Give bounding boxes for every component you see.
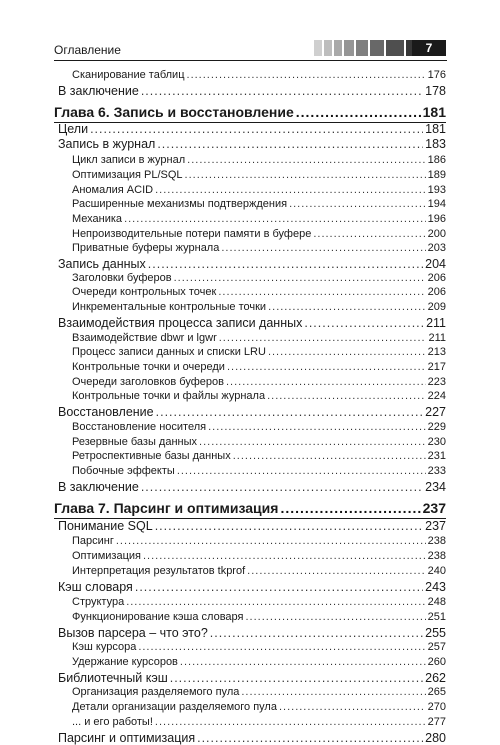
toc-entry-title: Побочные эффекты <box>72 465 175 477</box>
toc-entry-page: 178 <box>425 84 446 98</box>
toc-leader-dots <box>157 137 423 151</box>
page-number: 7 <box>412 40 446 56</box>
toc-entry-title: Расширенные механизмы подтверждения <box>72 198 288 210</box>
toc-leader-dots <box>221 242 425 254</box>
toc-leader-dots <box>313 228 425 240</box>
toc-subsection-entry <box>72 184 446 196</box>
running-header-title: Оглавление <box>54 43 121 57</box>
toc-leader-dots <box>170 671 423 685</box>
toc-leader-dots <box>138 641 425 653</box>
toc-subsection-entry <box>72 656 446 668</box>
toc-section-entry <box>58 405 446 419</box>
toc-entry-title: Контрольные точки и очереди <box>72 361 225 373</box>
toc-entry-title: Сканирование таблиц <box>72 69 185 81</box>
toc-leader-dots <box>268 301 426 313</box>
toc-entry-title: Детали организации разделяемого пула <box>72 701 277 713</box>
toc-entry-page: 237 <box>422 500 446 516</box>
toc-entry-page: 260 <box>427 656 446 668</box>
toc-entry-page: 238 <box>427 535 446 547</box>
toc-entry-page: 238 <box>427 550 446 562</box>
toc-entry-title: Кэш курсора <box>72 641 137 653</box>
toc-leader-dots <box>90 122 423 136</box>
toc-entry-page: 229 <box>427 421 446 433</box>
toc-subsection-entry <box>72 686 446 698</box>
toc-leader-dots <box>116 535 426 547</box>
toc-leader-dots <box>187 69 426 81</box>
toc-entry-page: 248 <box>427 596 446 608</box>
toc-entry-page: 209 <box>427 301 446 313</box>
toc-leader-dots <box>199 436 426 448</box>
toc-entry-title: Инкрементальные контрольные точки <box>72 301 267 313</box>
toc-subsection-entry <box>72 436 446 448</box>
toc-entry-title: Запись данных <box>58 257 146 271</box>
toc-subsection-entry <box>72 346 446 358</box>
toc-leader-dots <box>185 169 426 181</box>
toc-entry-page: 213 <box>427 346 446 358</box>
toc-section-entry <box>58 257 446 271</box>
toc-entry-title: ... и его работы! <box>72 716 153 728</box>
toc-leader-dots <box>219 332 427 344</box>
toc-leader-dots <box>197 731 423 745</box>
toc-section-entry <box>58 137 446 151</box>
toc-leader-dots <box>280 500 420 516</box>
toc-entry-page: 230 <box>427 436 446 448</box>
toc-subsection-entry <box>72 641 446 653</box>
toc-leader-dots <box>218 286 425 298</box>
toc-entry-title: Восстановление <box>58 405 154 419</box>
toc-entry-title: В заключение <box>58 480 139 494</box>
toc-entry-title: Резервные базы данных <box>72 436 198 448</box>
toc-entry-page: 233 <box>427 465 446 477</box>
toc-entry-title: Процесс записи данных и списки LRU <box>72 346 266 358</box>
toc-section-entry <box>58 316 446 330</box>
toc-leader-dots <box>180 656 426 668</box>
toc-subsection-entry <box>72 154 446 166</box>
toc-entry-title: Структура <box>72 596 125 608</box>
toc-entry-page: 211 <box>426 316 446 330</box>
toc-leader-dots <box>289 198 426 210</box>
toc-entry-page: 194 <box>427 198 446 210</box>
toc-subsection-entry <box>72 169 446 181</box>
toc-entry-page: 176 <box>427 69 446 81</box>
toc-entry-title: Ретроспективные базы данных <box>72 450 231 462</box>
toc-chapter-entry <box>54 500 446 516</box>
toc-leader-dots <box>304 316 424 330</box>
toc-subsection-entry <box>72 272 446 284</box>
toc-entry-page: 240 <box>427 565 446 577</box>
toc-subsection-entry <box>72 376 446 388</box>
toc-section-entry <box>58 480 446 494</box>
toc-entry-page: 183 <box>425 137 446 151</box>
toc-entry-page: 280 <box>425 731 446 745</box>
toc-section-entry <box>58 580 446 594</box>
toc-entry-title: Глава 6. Запись и восстановление <box>54 104 294 120</box>
toc-subsection-entry <box>72 701 446 713</box>
toc-leader-dots <box>233 450 426 462</box>
toc-subsection-entry <box>72 332 446 344</box>
toc-subsection-entry <box>72 450 446 462</box>
toc-entry-page: 223 <box>427 376 446 388</box>
toc-leader-dots <box>126 596 425 608</box>
toc-entry-page: 231 <box>427 450 446 462</box>
toc-entry-page: 206 <box>427 286 446 298</box>
toc-entry-title: Запись в журнал <box>58 137 156 151</box>
toc-entry-title: Взаимодействие dbwr и lgwr <box>72 332 217 344</box>
header-rule <box>54 60 447 61</box>
toc-entry-page: 181 <box>425 122 446 136</box>
toc-subsection-entry <box>72 390 446 402</box>
toc-section-entry <box>58 671 446 685</box>
toc-subsection-entry <box>72 596 446 608</box>
toc-entry-page: 204 <box>425 257 446 271</box>
toc-entry-page: 243 <box>425 580 446 594</box>
toc-subsection-entry <box>72 421 446 433</box>
toc-entry-title: Цикл записи в журнал <box>72 154 186 166</box>
toc-entry-title: Аномалия ACID <box>72 184 154 196</box>
toc-entry-page: 193 <box>427 184 446 196</box>
toc-entry-page: 217 <box>427 361 446 373</box>
toc-leader-dots <box>227 361 426 373</box>
toc-entry-page: 277 <box>427 716 446 728</box>
toc-entry-title: Оптимизация <box>72 550 141 562</box>
toc-leader-dots <box>267 390 426 402</box>
toc-entry-title: Библиотечный кэш <box>58 671 168 685</box>
toc-leader-dots <box>155 716 426 728</box>
toc-entry-page: 206 <box>427 272 446 284</box>
toc-subsection-entry <box>72 361 446 373</box>
page-header <box>0 40 500 64</box>
toc-subsection-entry <box>72 550 446 562</box>
toc-entry-title: Контрольные точки и файлы журнала <box>72 390 266 402</box>
toc-entry-page: 227 <box>425 405 446 419</box>
toc-subsection-entry <box>72 213 446 225</box>
toc-entry-title: Парсинг и оптимизация <box>58 731 196 745</box>
toc-entry-title: Кэш словаря <box>58 580 133 594</box>
toc-entry-page: 189 <box>427 169 446 181</box>
toc-entry-page: 211 <box>428 332 446 344</box>
toc-entry-title: Заголовки буферов <box>72 272 172 284</box>
toc-subsection-entry <box>72 465 446 477</box>
toc-subsection-entry <box>72 228 446 240</box>
toc-leader-dots <box>246 611 426 623</box>
toc-leader-dots <box>210 626 423 640</box>
toc-leader-dots <box>268 346 426 358</box>
toc-subsection-entry <box>72 535 446 547</box>
toc-entry-page: 196 <box>427 213 446 225</box>
toc-leader-dots <box>241 686 425 698</box>
toc-entry-page: 251 <box>427 611 446 623</box>
toc-leader-dots <box>124 213 426 225</box>
toc-leader-dots <box>174 272 426 284</box>
toc-leader-dots <box>247 565 425 577</box>
toc-leader-dots <box>135 580 423 594</box>
toc-entry-page: 181 <box>422 104 446 120</box>
toc-entry-title: Очереди заголовков буферов <box>72 376 224 388</box>
toc-leader-dots <box>156 405 424 419</box>
toc-entry-title: Интерпретация результатов tkprof <box>72 565 246 577</box>
toc-leader-dots <box>208 421 426 433</box>
toc-entry-title: Непроизводительные потери памяти в буфере <box>72 228 312 240</box>
toc-section-entry <box>58 122 446 136</box>
toc-entry-page: 270 <box>427 701 446 713</box>
toc-leader-dots <box>143 550 426 562</box>
toc-entry-page: 200 <box>427 228 446 240</box>
toc-leader-dots <box>177 465 426 477</box>
toc-entry-title: Цели <box>58 122 89 136</box>
toc-leader-dots <box>155 184 426 196</box>
toc-subsection-entry <box>72 242 446 254</box>
toc-entry-title: Очереди контрольных точек <box>72 286 217 298</box>
toc-entry-title: Понимание SQL <box>58 519 153 533</box>
toc-entry-title: Функционирование кэша словаря <box>72 611 244 623</box>
toc-entry-page: 255 <box>425 626 446 640</box>
toc-leader-dots <box>148 257 423 271</box>
toc-leader-dots <box>187 154 425 166</box>
toc-subsection-entry <box>72 611 446 623</box>
toc-leader-dots <box>226 376 426 388</box>
toc-section-entry <box>58 84 446 98</box>
toc-entry-title: Глава 7. Парсинг и оптимизация <box>54 500 279 516</box>
toc-entry-title: В заключение <box>58 84 139 98</box>
toc-subsection-entry <box>72 301 446 313</box>
toc-entry-title: Парсинг <box>72 535 114 547</box>
header-decoration-bars <box>314 40 424 56</box>
toc-entry-page: 237 <box>425 519 446 533</box>
toc-entry-title: Удержание курсоров <box>72 656 178 668</box>
toc-subsection-entry <box>72 565 446 577</box>
toc-subsection-entry <box>72 286 446 298</box>
toc-leader-dots <box>296 104 421 120</box>
toc-leader-dots <box>155 519 423 533</box>
toc-entry-page: 234 <box>425 480 446 494</box>
toc-entry-title: Организация разделяемого пула <box>72 686 240 698</box>
toc-leader-dots <box>279 701 426 713</box>
toc-entry-title: Механика <box>72 213 123 225</box>
toc-subsection-entry <box>72 716 446 728</box>
toc-entry-page: 265 <box>427 686 446 698</box>
toc-section-entry <box>58 519 446 533</box>
toc-entry-title: Вызов парсера – что это? <box>58 626 208 640</box>
toc-leader-dots <box>141 84 423 98</box>
toc-subsection-entry <box>72 198 446 210</box>
toc-entry-page: 262 <box>425 671 446 685</box>
toc-entry-page: 257 <box>427 641 446 653</box>
toc-entry-title: Взаимодействия процесса записи данных <box>58 316 303 330</box>
toc-entry-title: Приватные буферы журнала <box>72 242 220 254</box>
toc-entry-title: Оптимизация PL/SQL <box>72 169 183 181</box>
toc-chapter-entry <box>54 104 446 120</box>
toc-leader-dots <box>141 480 423 494</box>
toc-section-entry <box>58 731 446 745</box>
toc-entry-page: 186 <box>427 154 446 166</box>
toc-entry-page: 224 <box>427 390 446 402</box>
toc-subsection-entry <box>72 69 446 81</box>
toc-section-entry <box>58 626 446 640</box>
toc-entry-title: Восстановление носителя <box>72 421 207 433</box>
toc-entry-page: 203 <box>427 242 446 254</box>
